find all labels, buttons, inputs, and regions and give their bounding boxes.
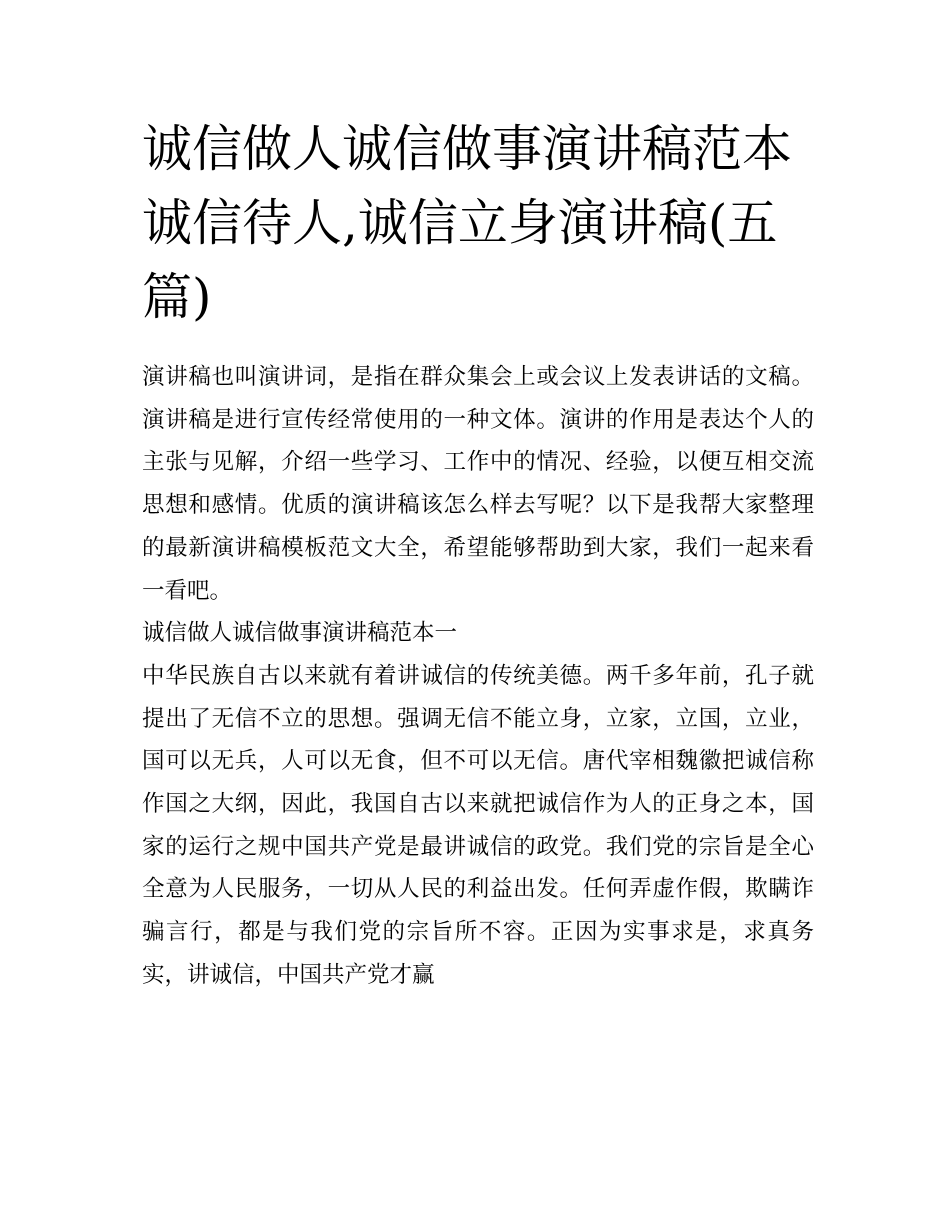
document-page [142, 112, 814, 997]
document-title: 诚信做人诚信做事演讲稿范本诚信待人,诚信立身演讲稿(五篇) [142, 120, 792, 326]
intro-paragraph: 演讲稿也叫演讲词，是指在群众集会上或会议上发表讲话的文稿。演讲稿是进行宣传经常使用的一种文体。演讲的作用是表达个人的主张与见解，介绍一些学习、工作中的情况、经验，以便互相交流思想和感情。优质的演讲稿该怎么样去写呢？以下是我帮大家整理的最新演讲稿模板范文大全，希望能够帮助到大家，我们一起来看一看吧。 [142, 364, 814, 604]
section-body-paragraph: 中华民族自古以来就有着讲诚信的传统美德。两千多年前，孔子就提出了无信不立的思想。强调无信不能立身，立家，立国，立业，国可以无兵，人可以无食，但不可以无信。唐代宰相魏徽把诚信称作国之大纲，因此，我国自古以来就把诚信作为人的正身之本，国家的运行之规中国共产党是最讲诚信的政党。我们党的宗旨是全心全意为人民服务，一切从人民的利益出发。任何弄虚作假，欺瞒诈骗言行，都是与我们党的宗旨所不容。正因为实事求是，求真务实，讲诚信，中国共产党才赢 [142, 662, 814, 988]
section-heading: 诚信做人诚信做事演讲稿范本一 [142, 620, 458, 647]
